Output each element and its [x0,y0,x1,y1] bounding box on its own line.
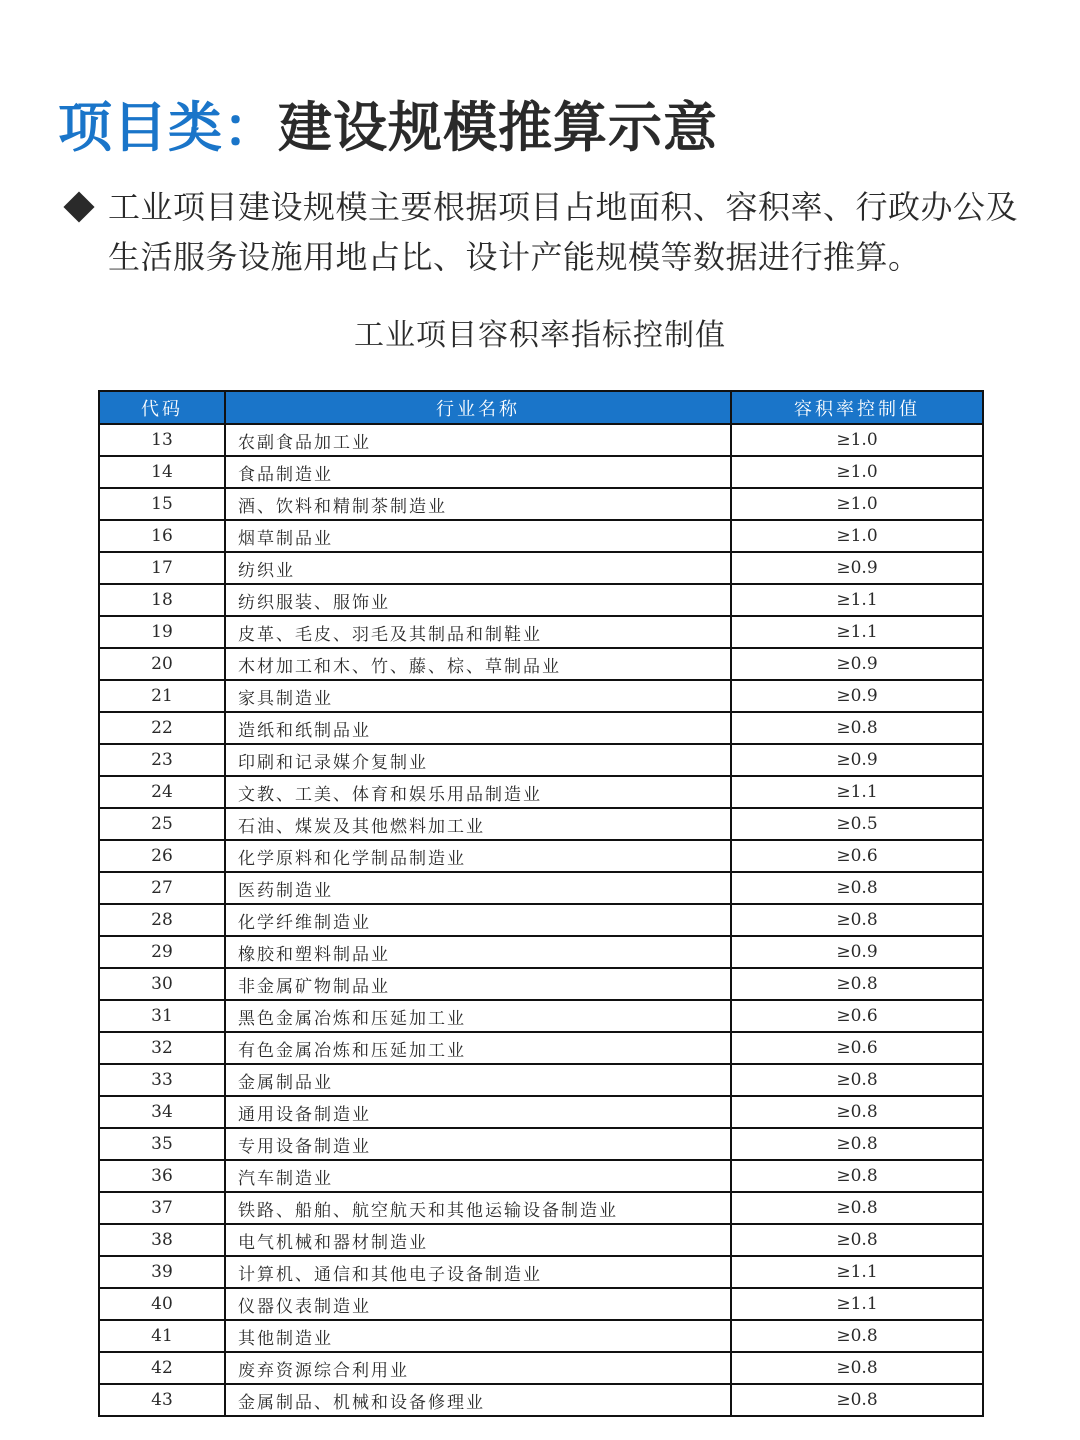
industry-code-cell: 42 [99,1352,225,1384]
plot-ratio-cell: ≥0.8 [731,1352,983,1384]
industry-name-cell: 纺织服装、服饰业 [225,584,731,616]
industry-code-cell: 35 [99,1128,225,1160]
industry-name-cell: 通用设备制造业 [225,1096,731,1128]
industry-name-cell: 印刷和记录媒介复制业 [225,744,731,776]
table-body [99,424,983,1416]
table-row [99,1128,983,1160]
industry-name-cell: 仪器仪表制造业 [225,1288,731,1320]
plot-ratio-cell: ≥1.0 [731,520,983,552]
table-row [99,712,983,744]
table-row [99,584,983,616]
industry-name-cell: 纺织业 [225,552,731,584]
plot-ratio-cell: ≥0.9 [731,648,983,680]
plot-ratio-cell: ≥0.6 [731,840,983,872]
industry-code-cell: 18 [99,584,225,616]
table-row [99,648,983,680]
industry-code-cell: 24 [99,776,225,808]
plot-ratio-cell: ≥0.9 [731,936,983,968]
industry-name-cell: 皮革、毛皮、羽毛及其制品和制鞋业 [225,616,731,648]
plot-ratio-cell: ≥1.1 [731,776,983,808]
table-row [99,680,983,712]
industry-code-cell: 20 [99,648,225,680]
industry-name-cell: 废弃资源综合利用业 [225,1352,731,1384]
intro-text: 工业项目建设规模主要根据项目占地面积、容积率、行政办公及生活服务设施用地占比、设计产能规模等数据进行推算。 [108,188,1019,276]
table-row [99,1160,983,1192]
industry-code-cell: 21 [99,680,225,712]
industry-name-cell: 造纸和纸制品业 [225,712,731,744]
plot-ratio-cell: ≥0.8 [731,1064,983,1096]
table-row [99,456,983,488]
plot-ratio-cell: ≥0.8 [731,1224,983,1256]
industry-name-cell: 铁路、船舶、航空航天和其他运输设备制造业 [225,1192,731,1224]
plot-ratio-cell: ≥0.8 [731,1384,983,1416]
page-title-main: 建设规模推算示意 [278,96,718,159]
industry-name-cell: 烟草制品业 [225,520,731,552]
plot-ratio-cell: ≥0.8 [731,904,983,936]
industry-code-cell: 19 [99,616,225,648]
table-row [99,968,983,1000]
diamond-icon [63,191,94,222]
plot-ratio-cell: ≥1.1 [731,1288,983,1320]
industry-code-cell: 31 [99,1000,225,1032]
industry-code-cell: 39 [99,1256,225,1288]
industry-code-cell: 34 [99,1096,225,1128]
table-row [99,1192,983,1224]
table-header-row [99,391,983,424]
industry-code-cell: 15 [99,488,225,520]
table-row [99,520,983,552]
plot-ratio-cell: ≥0.8 [731,968,983,1000]
industry-name-cell: 酒、饮料和精制茶制造业 [225,488,731,520]
industry-code-cell: 16 [99,520,225,552]
table-row [99,1064,983,1096]
page-title-prefix: 项目类： [58,96,278,159]
industry-code-cell: 30 [99,968,225,1000]
industry-code-cell: 29 [99,936,225,968]
industry-name-cell: 专用设备制造业 [225,1128,731,1160]
table-row [99,552,983,584]
industry-name-cell: 农副食品加工业 [225,424,731,456]
table-row [99,936,983,968]
table-row [99,808,983,840]
table-row [99,904,983,936]
industry-name-cell: 化学原料和化学制品制造业 [225,840,731,872]
table-row [99,1288,983,1320]
industry-code-cell: 13 [99,424,225,456]
industry-code-cell: 14 [99,456,225,488]
industry-name-cell: 有色金属冶炼和压延加工业 [225,1032,731,1064]
industry-name-cell: 金属制品、机械和设备修理业 [225,1384,731,1416]
plot-ratio-cell: ≥0.8 [731,872,983,904]
plot-ratio-cell: ≥0.9 [731,680,983,712]
industry-name-cell: 电气机械和器材制造业 [225,1224,731,1256]
industry-name-cell: 食品制造业 [225,456,731,488]
plot-ratio-cell: ≥0.8 [731,1192,983,1224]
industry-code-cell: 37 [99,1192,225,1224]
plot-ratio-cell: ≥1.1 [731,1256,983,1288]
industry-code-cell: 26 [99,840,225,872]
industry-name-cell: 其他制造业 [225,1320,731,1352]
industry-code-cell: 23 [99,744,225,776]
plot-ratio-cell: ≥0.9 [731,552,983,584]
industry-code-cell: 22 [99,712,225,744]
plot-ratio-cell: ≥0.9 [731,744,983,776]
column-header-plot-ratio: 容积率控制值 [731,391,983,424]
industry-name-cell: 橡胶和塑料制品业 [225,936,731,968]
column-header-industry: 行业名称 [225,391,731,424]
industry-name-cell: 文教、工美、体育和娱乐用品制造业 [225,776,731,808]
table-row [99,1096,983,1128]
plot-ratio-cell: ≥0.8 [731,1160,983,1192]
plot-ratio-cell: ≥0.5 [731,808,983,840]
table-row [99,1224,983,1256]
plot-ratio-cell: ≥1.0 [731,488,983,520]
industry-name-cell: 石油、煤炭及其他燃料加工业 [225,808,731,840]
industry-code-cell: 25 [99,808,225,840]
table-title: 工业项目容积率指标控制值 [354,318,726,353]
industry-name-cell: 木材加工和木、竹、藤、棕、草制品业 [225,648,731,680]
table-row [99,776,983,808]
plot-ratio-cell: ≥0.8 [731,1320,983,1352]
industry-code-cell: 27 [99,872,225,904]
industry-name-cell: 家具制造业 [225,680,731,712]
industry-name-cell: 黑色金属冶炼和压延加工业 [225,1000,731,1032]
industry-code-cell: 36 [99,1160,225,1192]
plot-ratio-cell: ≥1.1 [731,616,983,648]
industry-name-cell: 计算机、通信和其他电子设备制造业 [225,1256,731,1288]
industry-code-cell: 28 [99,904,225,936]
industry-name-cell: 汽车制造业 [225,1160,731,1192]
industry-name-cell: 金属制品业 [225,1064,731,1096]
plot-ratio-cell: ≥1.0 [731,456,983,488]
plot-ratio-table [98,390,984,1417]
industry-code-cell: 33 [99,1064,225,1096]
industry-code-cell: 41 [99,1320,225,1352]
table-row [99,1000,983,1032]
table-row [99,1384,983,1416]
industry-code-cell: 40 [99,1288,225,1320]
table-row [99,872,983,904]
industry-name-cell: 非金属矿物制品业 [225,968,731,1000]
industry-name-cell: 化学纤维制造业 [225,904,731,936]
table-row [99,488,983,520]
table-row [99,616,983,648]
industry-code-cell: 43 [99,1384,225,1416]
industry-name-cell: 医药制造业 [225,872,731,904]
table-row [99,840,983,872]
table-row [99,1352,983,1384]
plot-ratio-cell: ≥0.8 [731,1128,983,1160]
table-row [99,1256,983,1288]
table-row [99,1320,983,1352]
plot-ratio-cell: ≥1.0 [731,424,983,456]
plot-ratio-cell: ≥1.1 [731,584,983,616]
page-title [58,92,718,164]
industry-code-cell: 17 [99,552,225,584]
column-header-code: 代码 [99,391,225,424]
industry-code-cell: 38 [99,1224,225,1256]
plot-ratio-cell: ≥0.8 [731,712,983,744]
plot-ratio-cell: ≥0.6 [731,1032,983,1064]
table-row [99,424,983,456]
industry-code-cell: 32 [99,1032,225,1064]
table-row [99,1032,983,1064]
plot-ratio-cell: ≥0.8 [731,1096,983,1128]
plot-ratio-cell: ≥0.6 [731,1000,983,1032]
table-row [99,744,983,776]
